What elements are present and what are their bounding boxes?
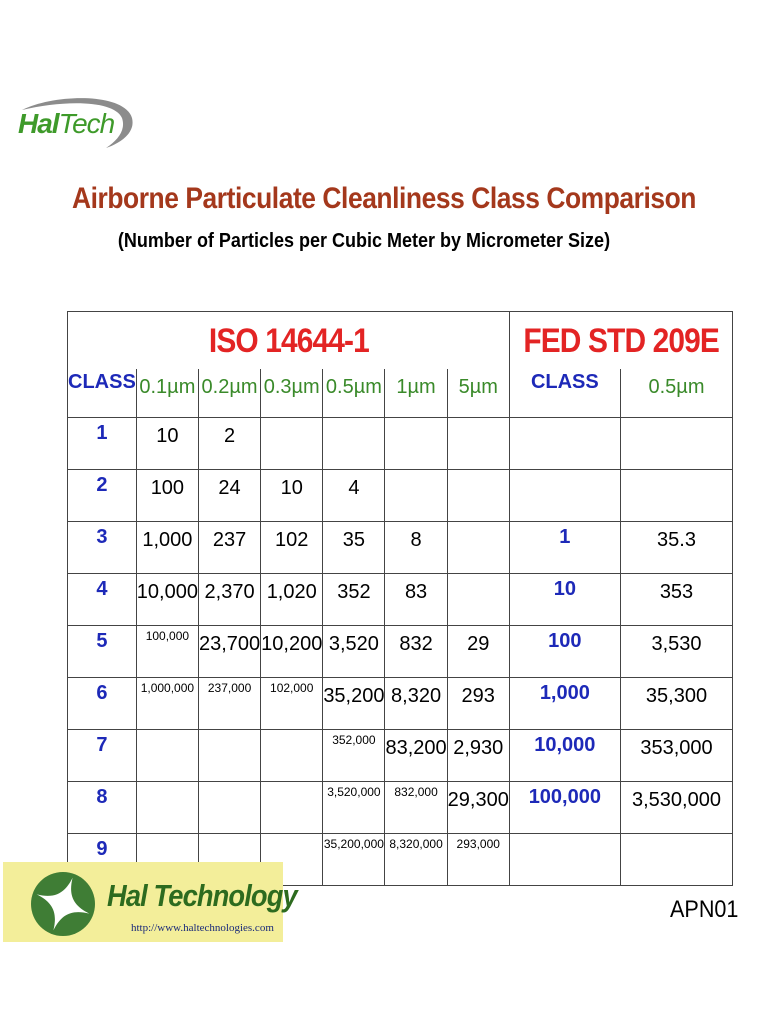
iso-class-cell: 5	[68, 626, 137, 678]
fed-value-cell	[620, 834, 732, 886]
particle-count-cell: 2,930	[447, 730, 509, 782]
particle-count-cell	[447, 418, 509, 470]
particle-count-cell: 29,300	[447, 782, 509, 834]
particle-count-cell: 3,520	[323, 626, 385, 678]
particle-count-cell	[447, 522, 509, 574]
particle-count-cell: 35,200	[323, 678, 385, 730]
iso-class-cell: 9	[68, 834, 137, 886]
fed-header: FED STD 209E	[509, 312, 732, 370]
table-row	[68, 626, 733, 678]
fed-class-cell	[509, 418, 620, 470]
fed-value-cell: 3,530,000	[620, 782, 732, 834]
particle-count-cell: 10	[261, 470, 323, 522]
particle-count-cell: 237,000	[198, 678, 260, 730]
particle-count-cell: 3,520,000	[323, 782, 385, 834]
particle-count-cell	[261, 730, 323, 782]
iso-class-cell: 6	[68, 678, 137, 730]
particle-count-cell: 23,700	[198, 626, 260, 678]
particle-count-cell: 8	[385, 522, 447, 574]
document-code: APN01	[670, 896, 739, 923]
table-row	[68, 574, 733, 626]
particle-count-cell: 29	[447, 626, 509, 678]
particle-count-cell: 35,200,000	[323, 834, 385, 886]
hal-technology-logo	[3, 862, 297, 942]
particle-count-cell	[261, 782, 323, 834]
fed-value-cell	[620, 418, 732, 470]
particle-count-cell	[385, 470, 447, 522]
particle-count-cell: 352	[323, 574, 385, 626]
hal-technology-brand: Hal Technology	[107, 878, 297, 913]
size-header: 1µm	[385, 369, 447, 418]
table-body	[68, 418, 733, 886]
particle-count-cell	[136, 782, 198, 834]
particle-count-cell	[447, 574, 509, 626]
fed-class-cell: 10	[509, 574, 620, 626]
fed-value-cell: 35,300	[620, 678, 732, 730]
particle-count-cell: 102	[261, 522, 323, 574]
particle-count-cell: 10,000	[136, 574, 198, 626]
fed-value-cell: 35.3	[620, 522, 732, 574]
particle-count-cell: 352,000	[323, 730, 385, 782]
table-row	[68, 782, 733, 834]
page-title: Airborne Particulate Cleanliness Class Comparison	[71, 182, 696, 215]
fed-class-cell: 100	[509, 626, 620, 678]
particle-count-cell	[198, 730, 260, 782]
iso-class-cell: 2	[68, 470, 137, 522]
comparison-table	[67, 311, 733, 886]
particle-count-cell: 83	[385, 574, 447, 626]
particle-count-cell	[385, 418, 447, 470]
iso-class-cell: 3	[68, 522, 137, 574]
size-header: 0.3µm	[261, 369, 323, 418]
fed-class-cell: 10,000	[509, 730, 620, 782]
particle-count-cell: 100,000	[136, 626, 198, 678]
particle-count-cell: 100	[136, 470, 198, 522]
particle-count-cell: 102,000	[261, 678, 323, 730]
particle-count-cell	[261, 418, 323, 470]
particle-count-cell: 4	[323, 470, 385, 522]
particle-count-cell	[323, 418, 385, 470]
particle-count-cell: 832	[385, 626, 447, 678]
iso-class-cell: 7	[68, 730, 137, 782]
iso-class-cell: 4	[68, 574, 137, 626]
fed-class-cell: 1,000	[509, 678, 620, 730]
table-group-header-row	[68, 312, 733, 370]
particle-count-cell: 2	[198, 418, 260, 470]
table-row	[68, 522, 733, 574]
fed-value-cell	[620, 470, 732, 522]
page-subtitle: (Number of Particles per Cubic Meter by Micrometer Size)	[117, 230, 611, 252]
fed-value-cell: 3,530	[620, 626, 732, 678]
particle-count-cell: 8,320	[385, 678, 447, 730]
particle-count-cell: 1,000,000	[136, 678, 198, 730]
haltech-wordmark: HalTech	[18, 108, 115, 139]
size-header: 0.1µm	[136, 369, 198, 418]
particle-count-cell: 832,000	[385, 782, 447, 834]
table-row	[68, 678, 733, 730]
particle-count-cell: 8,320,000	[385, 834, 447, 886]
particle-count-cell: 2,370	[198, 574, 260, 626]
particle-count-cell: 83,200	[385, 730, 447, 782]
fed-class-cell	[509, 834, 620, 886]
particle-count-cell: 10	[136, 418, 198, 470]
iso-class-cell: 1	[68, 418, 137, 470]
fed-class-header: CLASS	[509, 369, 620, 418]
fed-class-cell: 1	[509, 522, 620, 574]
table-row	[68, 418, 733, 470]
hal-technology-star-icon	[29, 870, 97, 938]
fed-class-cell	[509, 470, 620, 522]
particle-count-cell: 293,000	[447, 834, 509, 886]
iso-class-cell: 8	[68, 782, 137, 834]
size-header: 0.2µm	[198, 369, 260, 418]
particle-count-cell: 24	[198, 470, 260, 522]
table-size-header-row	[68, 369, 733, 418]
particle-count-cell: 10,200	[261, 626, 323, 678]
particle-count-cell	[198, 782, 260, 834]
iso-class-header: CLASS	[68, 369, 137, 418]
particle-count-cell	[447, 470, 509, 522]
website-url: http://www.haltechnologies.com	[131, 922, 274, 934]
particle-count-cell	[136, 730, 198, 782]
particle-count-cell: 35	[323, 522, 385, 574]
haltech-logo	[14, 96, 134, 152]
table-row	[68, 730, 733, 782]
table-row	[68, 470, 733, 522]
particle-count-cell: 237	[198, 522, 260, 574]
particle-count-cell: 1,020	[261, 574, 323, 626]
size-header: 5µm	[447, 369, 509, 418]
particle-count-cell: 1,000	[136, 522, 198, 574]
fed-size-header: 0.5µm	[620, 369, 732, 418]
fed-class-cell: 100,000	[509, 782, 620, 834]
iso-header: ISO 14644-1	[68, 312, 510, 370]
fed-value-cell: 353,000	[620, 730, 732, 782]
particle-count-cell: 293	[447, 678, 509, 730]
fed-value-cell: 353	[620, 574, 732, 626]
size-header: 0.5µm	[323, 369, 385, 418]
